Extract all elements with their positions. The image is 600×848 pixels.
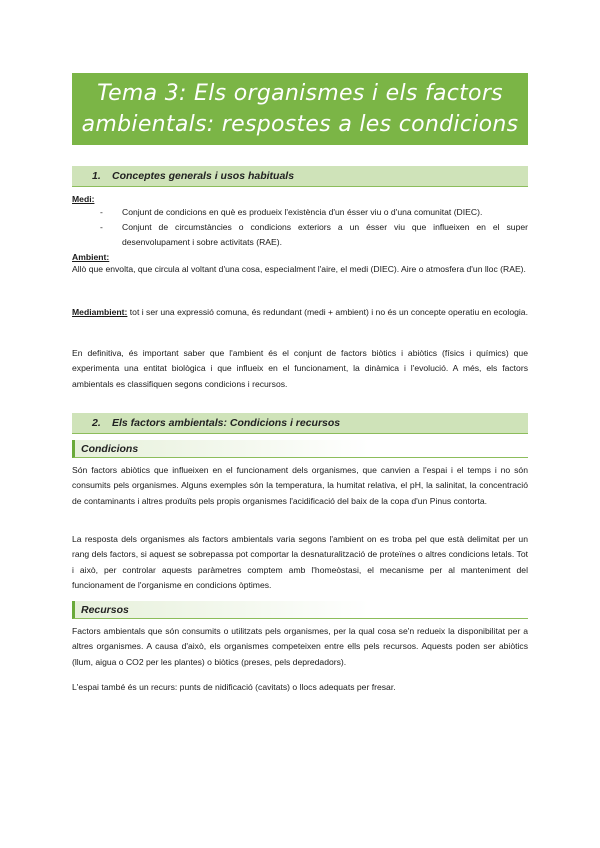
mediambient-label: Mediambient: bbox=[72, 307, 128, 317]
section-2-heading bbox=[72, 413, 528, 434]
recursos-heading: Recursos bbox=[72, 601, 528, 619]
section-2-title: Els factors ambientals: Condicions i recursos bbox=[112, 417, 341, 429]
ambient-paragraph: Allò que envolta, que circula al voltant d'una cosa, especialment l'aire, el medi (DIEC). Aire o atmosfera d'un lloc (RAE). bbox=[72, 264, 526, 274]
title-line-1: Tema 3: Els organismes i els factors bbox=[97, 81, 503, 106]
title-line-2: ambientals: respostes a les condicions bbox=[81, 112, 519, 137]
title-banner bbox=[72, 73, 528, 145]
medi-bullet-2 bbox=[100, 220, 528, 251]
section-2-number: 2. bbox=[92, 417, 101, 429]
medi-bullet-1 bbox=[100, 205, 528, 220]
definitiva-paragraph: En definitiva, és important saber que l'ambient és el conjunt de factors biòtics i abiòtics (físics i químics) que experimenta una entitat biològica i que influeix en el funcionament, la dinàmica i l'evolució. A més, els factors ambientals es classifiquen segons condicions i recursos. bbox=[72, 348, 528, 389]
section-1-number: 1. bbox=[92, 170, 101, 182]
condicions-paragraph-2: La resposta dels organismes als factors ambientals varia segons l'ambient on es troba pel que està delimitat per un rang dels factors, si aquest se sobrepassa pot comportar la desnaturalització de proteïnes o altres condicions letals. Tot i això, per controlar aquests paràmetres comptem amb l'homeòstasi, el mecanisme per al manteniment del funcionament de l'organisme en condicions òptimes. bbox=[72, 534, 528, 590]
bullet-dash: - bbox=[100, 222, 103, 232]
ambient-label: Ambient: bbox=[72, 252, 110, 262]
medi-bullet-1-text: Conjunt de condicions en què es produeix l'existència d'un ésser viu o d'una comunitat (DIEC). bbox=[122, 207, 483, 217]
recursos-paragraph-1: Factors ambientals que són consumits o utilitzats pels organismes, per la qual cosa se'n redueix la disponibilitat per a altres organismes. A causa d'això, els organismes competeixen entre ells pels recursos. Aquests poden ser abiòtics (llum, aigua o CO2 per les plantes) o biòtics (preses, pels depredadors). bbox=[72, 626, 528, 667]
section-1-title: Conceptes generals i usos habituals bbox=[112, 170, 295, 182]
condicions-heading: Condicions bbox=[72, 440, 528, 458]
mediambient-paragraph bbox=[72, 305, 528, 320]
recursos-paragraph-2: L'espai també és un recurs: punts de nidificació (cavitats) o llocs adequats per fresar. bbox=[72, 682, 396, 692]
medi-label: Medi: bbox=[72, 194, 95, 204]
medi-bullet-2-text: Conjunt de circumstàncies o condicions exteriors a un ésser viu que influeixen en el super desenvolupament i sobre activitats (RAE). bbox=[122, 222, 528, 248]
section-1-heading bbox=[72, 166, 528, 187]
condicions-paragraph-1: Són factors abiòtics que influeixen en el funcionament dels organismes, que canvien a l'espai i el temps i no són consumits pels organismes. Alguns exemples són la temperatura, la humitat relativa, el pH, la salinitat, la concentració de contaminants i altres produïts pels propis organismes l'acidificació del baix de la copa d'un Pinus contorta. bbox=[72, 465, 528, 506]
bullet-dash: - bbox=[100, 207, 103, 217]
mediambient-text: tot i ser una expressió comuna, és redundant (medi + ambient) i no és un concepte operatiu en ecologia. bbox=[127, 307, 528, 317]
